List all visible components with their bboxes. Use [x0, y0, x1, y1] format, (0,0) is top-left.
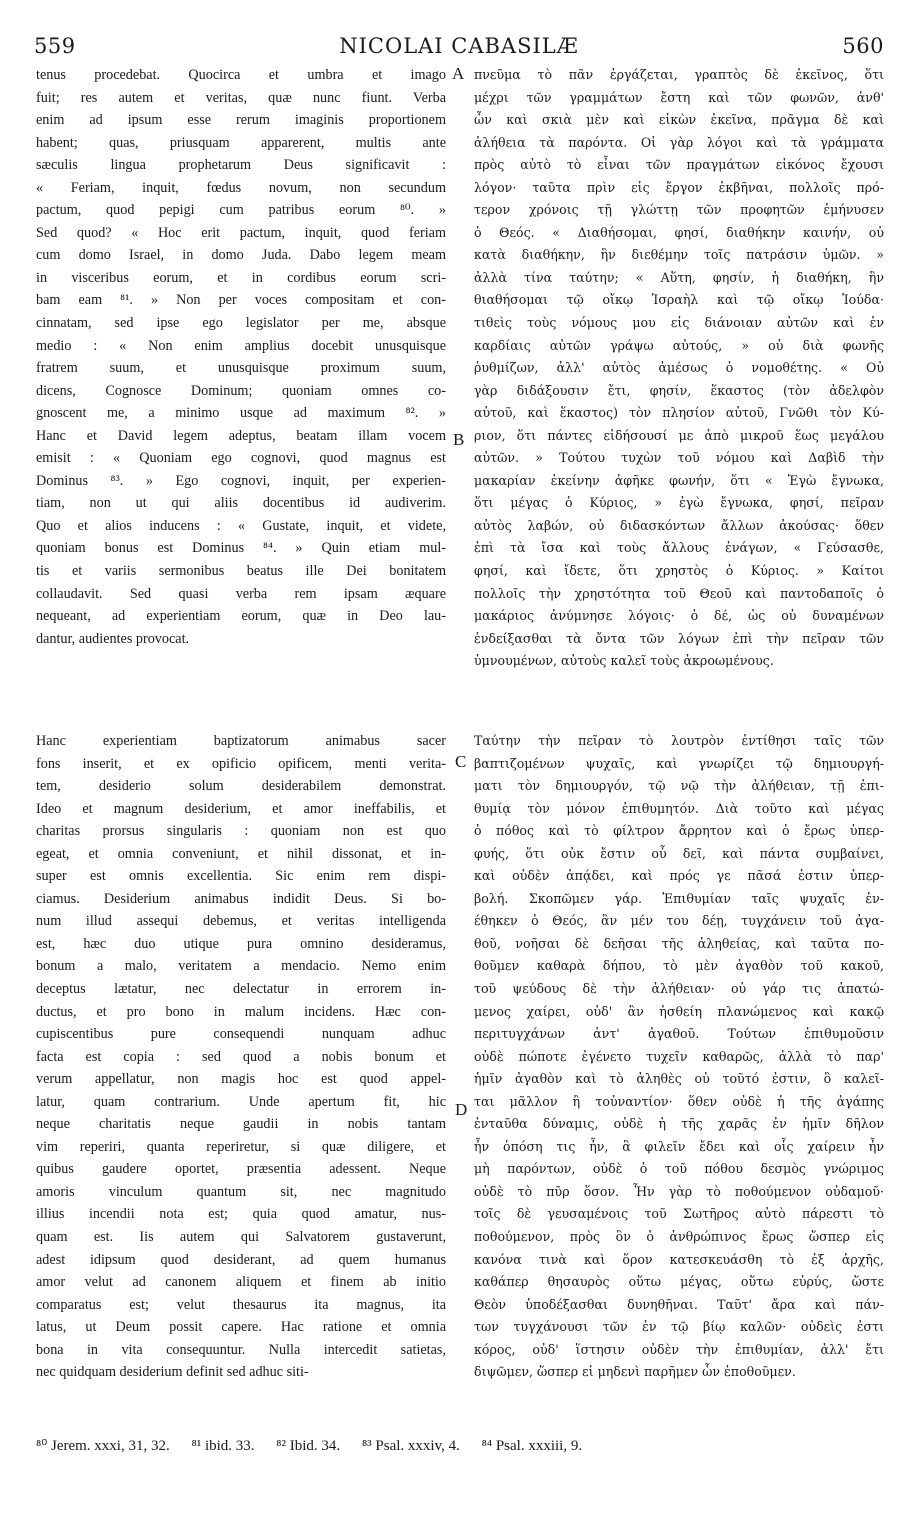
- running-title: NICOLAI CABASILÆ: [339, 34, 579, 58]
- text-line: ἐπὶ τὰ ἴσα καὶ τοὺς ἄλλους ἐνάγων, « Γεύσασθε,: [474, 540, 884, 556]
- footnotes: [36, 1436, 886, 1455]
- text-line: adest idipsum quod desiderant, ad quem humanus: [36, 1251, 446, 1268]
- text-line: deceptus lætatur, nec delectatur in errorem in-: [36, 981, 446, 998]
- text-line: Hanc experientiam baptizatorum animabus sacer: [36, 733, 446, 749]
- text-line: ποθούμενον, πρὸς ὃν ὁ ἀνθρώπινος ἔρως ὥσπερ εἰς: [474, 1229, 884, 1245]
- text-line: collaudavit. Sed quasi verba rem ipsam æquare: [36, 585, 446, 602]
- text-line: Quo et alios inducens : « Gustate, inquit, et videte,: [36, 517, 446, 534]
- text-line: καὶ οὐδὲν ἀπᾴδει, καὶ πρός γε πᾶσά ἐστιν ὑπερ-: [474, 868, 884, 884]
- text-line: αὐτοῦ, καὶ ἕκαστος) τὸν πλησίον αὐτοῦ, Γνῶθι τὸν Κύ-: [474, 405, 884, 421]
- text-line: fratrem suum, et unusquisque proximum suum,: [36, 360, 446, 377]
- text-line: οὐδὲ τὸ πῦρ ὅσον. Ἦν γὰρ τὸ ποθούμενον οὐδαμοῦ·: [474, 1183, 884, 1199]
- text-line: ὧν καὶ σκιὰ μὲν καὶ εἰκὼν ἐκεῖνα, πρᾶγμα δὲ καὶ: [474, 112, 884, 128]
- text-line: nequeant, ad experientiam eorum, quæ in Deo lau-: [36, 608, 446, 625]
- text-line: τοῦ ψεύδους δὲ τὴν ἀλήθειαν· οὐ γάρ τις ἀπατώ-: [474, 981, 884, 997]
- text-line: sæculis lingua prophetarum Deus significavit :: [36, 157, 446, 174]
- section-marker-a: A: [452, 64, 465, 83]
- text-line: cupiscentibus pure consequendi nunquam adhuc: [36, 1026, 446, 1043]
- latin-column-top: [36, 64, 446, 650]
- text-line: dantur, audientes provocat.: [36, 630, 190, 647]
- text-line: έθηκεν ὁ Θεός, ἂν μέν του δέῃ, τυγχάνειν τοῦ ἀγα-: [474, 913, 884, 929]
- text-line: tenus procedebat. Quocirca et umbra et imago: [36, 67, 446, 83]
- text-line: latur, quam contrarium. Unde apertum fit, hic: [36, 1093, 446, 1110]
- text-line: θιαθήσομαι τῷ οἴκῳ Ἰσραὴλ καὶ τῷ οἴκῳ Ἰούδα·: [474, 292, 884, 308]
- text-line: ὁ πόθος καὶ τὸ φίλτρον ἄρρητον καὶ ὁ ἔρως ὑπερ-: [474, 823, 884, 839]
- text-line: ciamus. Desiderium animabus indidit Deus. Si bo-: [36, 890, 446, 907]
- text-line: Ταύτην τὴν πεῖραν τὸ λουτρὸν ἐντίθησι ταῖς τῶν: [474, 733, 884, 748]
- text-line: verum appellatur, non magis hoc est quod appel-: [36, 1071, 446, 1088]
- text-line: μὴ παρόντων, οὐδὲ ὁ τοῦ πόθου δεσμὸς γνώριμος: [474, 1161, 884, 1177]
- text-line: φυής, ὅτι οὐκ ἔστιν οὗ δεῖ, καὶ πάντα συμβαίνει,: [474, 845, 884, 861]
- text-line: βολή. Σκοπῶμεν γάρ. Ἐπιθυμίαν ταῖς ψυχαῖς ἐν-: [474, 890, 884, 906]
- footnote: ⁸⁴ Psal. xxxiii, 9.: [481, 1438, 583, 1454]
- text-line: vim reperiri, quanta reperiretur, si quæ diligere, et: [36, 1138, 446, 1155]
- text-line: est, hæc duo utique pura omnino desideramus,: [36, 935, 446, 952]
- text-line: τοῖς δὲ γευσαμένοις τοῦ Σωτῆρος αὐτὸ πάρεστι τὸ: [474, 1206, 884, 1222]
- text-line: ductus, et pro bono in malum incidens. Hæc con-: [36, 1003, 446, 1020]
- text-line: ριον, ὅτι πάντες εἰδήσουσί με ἀπὸ μικροῦ ἕως μεγάλου: [474, 427, 884, 443]
- text-line: ἀλήθεια τὰ παρόντα. Οἱ γὰρ λόγοι καὶ τὰ γράμματα: [474, 134, 884, 150]
- text-line: πνεῦμα τὸ πᾶν ἐργάζεται, γραπτὸς δὲ ἐκεῖνος, ὅτι: [474, 67, 884, 82]
- text-line: θοῦ, νοῆσαι δὲ δεῆσαι τῆς ἀληθείας, καὶ ταῦτα πο-: [474, 935, 884, 951]
- text-line: των τυγχάνουσι τῶν ἐν τῷ βίῳ καλῶν· οὐδεὶς ἐστι: [474, 1319, 884, 1335]
- text-line: super est omnis excellentia. Sic enim rem dispi-: [36, 868, 446, 885]
- text-line: enim ad ipsum esse rerum imaginis proportionem: [36, 112, 446, 129]
- text-line: charitas prorsus singularis : quoniam non est quo: [36, 823, 446, 840]
- text-line: facta est copia : sed quod a nobis bonum et: [36, 1048, 446, 1065]
- text-line: ματι τὸν δημιουργόν, τῷ νῷ τὴν ἀλήθειαν, τῇ ἐπι-: [474, 778, 884, 794]
- text-line: Θεὸν ὑποδέξασθαι δυνηθῆναι. Ταῦτ' ἄρα καὶ πάν-: [474, 1296, 884, 1312]
- text-line: quibus gaudere oportet, præsentia adessent. Neque: [36, 1161, 446, 1178]
- text-line: αὐτῶν. » Τούτου τυχὼν τοῦ νόμου καὶ Δαβὶδ τὴν: [474, 450, 884, 466]
- text-line: κατὰ διαθήκην, ἣν διεθέμην τοῖς πατράσιν ὑμῶν. »: [474, 247, 884, 263]
- text-line: πολλοῖς τὴν χρηστότητα τοῦ Θεοῦ καὶ παντοδαποῖς ὁ: [474, 585, 884, 601]
- text-line: καθάπερ θησαυρὸς οὕτω μέγας, οὕτω εὐρύς, ὥστε: [474, 1274, 884, 1290]
- text-line: οὐδὲ πώποτε ἐγένετο τυχεῖν καθαρῶς, ἀλλὰ τὸ παρ': [474, 1048, 884, 1064]
- text-line: bonum a malo, veritatem a mendacio. Nemo enim: [36, 958, 446, 975]
- text-line: dicens, Cognosce Dominum; quoniam omnes co-: [36, 382, 446, 399]
- text-line: κόρος, οὐδ' ἵστησιν οὐδὲν τὴν ἐπιθυμίαν, ἀλλ' ἔτι: [474, 1341, 884, 1357]
- text-line: fuit; res autem et veritas, quæ nunc fiunt. Verba: [36, 89, 446, 106]
- page-header: [34, 34, 884, 62]
- text-line: γὰρ διδάξουσιν ἔτι, φησίν, ἕκαστος (τὸν ἀδελφὸν: [474, 382, 884, 398]
- text-line: num illud assequi debemus, et veritas intelligenda: [36, 913, 446, 930]
- text-line: ὁ Θεός. « Διαθήσομαι, φησί, διαθήκην καινήν, οὐ: [474, 224, 884, 240]
- text-line: κανόνα τινὰ καὶ ὅρον κατεσκευάσθη τὸ ἐξ ἀρχῆς,: [474, 1251, 884, 1267]
- text-line: περιτυγχάνων ἀντ' ἀγαθοῦ. Τούτων ἐπιθυμοῦσιν: [474, 1026, 884, 1042]
- text-line: in visceribus eorum, et in cordibus eorum scri-: [36, 269, 446, 286]
- page-number-left: 559: [34, 34, 76, 58]
- text-line: gnoscent me, a minimo usque ad maximum ⁸². »: [36, 405, 446, 422]
- text-line: ται μᾶλλον ἢ τοὐναντίον· ὅθεν οὐδὲ ἡ τῆς ἀγάπης: [474, 1093, 884, 1109]
- section-marker-c: C: [455, 752, 467, 771]
- text-line: neque charitatis neque gaudii in nobis tantam: [36, 1116, 446, 1133]
- section-marker-b: B: [453, 430, 465, 449]
- text-line: bona in vita consequuntur. Nulla intercedit satietas,: [36, 1341, 446, 1358]
- text-line: ἐνδείξασθαι τὰ ὄντα τῶν λόγων ἐπὶ τὴν πεῖραν τῶν: [474, 630, 884, 646]
- text-line: nec quidquam desiderium definit sed adhuc siti-: [36, 1364, 309, 1381]
- text-line: τιθεὶς τοὺς νόμους μου εἰς διάνοιαν αὐτῶν καὶ ἐν: [474, 315, 884, 331]
- text-line: αὐτὸς λαβών, οὐ διδασκόντων ἄλλων ἀκούσας· ὅθεν: [474, 517, 884, 533]
- text-line: θοῦμεν καθαρὰ δήπου, τὸ μὲν ἀγαθὸν τοῦ κακοῦ,: [474, 958, 884, 974]
- text-line: Ideo et magnum desiderium, et amor ineffabilis, et: [36, 800, 446, 817]
- text-line: ῥυθμίζων, ἀλλ' αὐτὸς ἀμέσως ὁ νομοθέτης. « Οὐ: [474, 360, 884, 376]
- text-line: Dominus ⁸³. » Ego cognovi, inquit, per experien-: [36, 472, 446, 489]
- text-line: πρὸς αὐτὸ τὸ εἶναι τῶν πραγμάτων εἰκόνος ἔχουσι: [474, 157, 884, 173]
- text-line: « Feriam, inquit, fœdus novum, non secundum: [36, 179, 446, 196]
- text-line: μέχρι τῶν γραμμάτων ἔστη καὶ τῶν φωνῶν, ἀνθ': [474, 89, 884, 105]
- footnote: ⁸⁰ Jerem. xxxi, 31, 32.: [36, 1438, 170, 1454]
- text-line: βαπτιζομένων ψυχαῖς, καὶ γνωρίζει τῷ δημιουργή-: [474, 755, 884, 771]
- greek-column-top: [474, 64, 884, 673]
- text-line: ὅτι μέγας ὁ Κύριος, » ἐγὼ ἔγνωκα, φησί, πεῖραν: [474, 495, 884, 511]
- text-line: latus, ut Deum possit capere. Hac ratione et omnia: [36, 1319, 446, 1336]
- text-line: θυμίᾳ τὸν μόνον ἐπιθυμητόν. Διὰ τοῦτο καὶ μέγας: [474, 800, 884, 816]
- text-line: μενος χαίρει, οὐδ' ἂν ἡσθείη πλανώμενος καὶ κακῷ: [474, 1003, 884, 1019]
- text-line: μακάριος ἀνύμνησε λόγοις· ὁ δέ, ὡς οὐ δυναμένων: [474, 608, 884, 624]
- text-line: διψῶμεν, ὥσπερ εἰ μηδενὶ παρῆμεν ὧν ἐποθοῦμεν.: [474, 1364, 796, 1380]
- text-line: egeat, et omnia conveniunt, et nihil dissonat, et in-: [36, 845, 446, 862]
- text-line: ἦν ὁπόση τις ἦν, ἃ φιλεῖν ἔδει καὶ οἷς χαίρειν ἦν: [474, 1138, 884, 1154]
- text-line: cum domo Israel, in domo Juda. Dabo legem meam: [36, 247, 446, 264]
- text-line: ἀλλὰ τίνα ταύτην; « Αὕτη, φησίν, ἡ διαθήκη, ἣν: [474, 269, 884, 285]
- text-line: fons inserit, et ex opificio opificem, menti verita-: [36, 755, 446, 772]
- text-line: habent; quas, priusquam apparerent, multis ante: [36, 134, 446, 151]
- text-line: μακαρίαν ἐκείνην ἀφῆκε φωνήν, ὅτι « Ἐγὼ ἔγνωκα,: [474, 472, 884, 488]
- text-line: quam est. Iis autem qui Salvatorem gustaverunt,: [36, 1229, 446, 1246]
- footnote: ⁸³ Psal. xxxiv, 4.: [361, 1438, 460, 1454]
- text-line: τερον χρόνοις τῇ γλώττῃ τῶν προφητῶν ἐμήνυσεν: [474, 202, 884, 218]
- section-marker-d: D: [455, 1100, 468, 1119]
- text-line: amoris vinculum quantum sit, nec magnitudo: [36, 1183, 446, 1200]
- text-line: comparatus est; velut thesaurus ita magnus, ita: [36, 1296, 446, 1313]
- text-line: tis et variis sermonibus beatus ille Dei bonitatem: [36, 563, 446, 580]
- text-line: tem, desiderio solum desiderabilem demonstrat.: [36, 778, 446, 795]
- text-line: φησί, καὶ ἴδετε, ὅτι χρηστὸς ὁ Κύριος. » Καίτοι: [474, 563, 884, 579]
- text-line: λόγον· ταῦτα πρὶν εἰς ἔργον ἐκβῆναι, πολλοῖς πρό-: [474, 179, 884, 195]
- greek-column-bottom: [474, 730, 884, 1384]
- text-line: ἡμῖν ἀγαθὸν καὶ τὸ ἀληθὲς οὐ τοῦτό ἐστιν, ὃ καλεῖ-: [474, 1071, 884, 1087]
- text-line: cinnatam, sed ipse ego legislator per me, absque: [36, 315, 446, 332]
- footnote: ⁸² Ibid. 34.: [276, 1438, 341, 1454]
- text-line: pactum, quod pepigi cum patribus eorum ⁸⁰. »: [36, 202, 446, 219]
- text-line: ἐνταῦθα δύναμις, οὐδὲ ἡ τῆς χαρᾶς ἐν ἡμῖν δῆλον: [474, 1116, 884, 1132]
- latin-column-bottom: [36, 730, 446, 1384]
- text-line: medio : « Non enim amplius docebit unusquisque: [36, 337, 446, 354]
- text-line: Sed quod? « Hoc erit pactum, inquit, quod feriam: [36, 224, 446, 241]
- text-line: Hanc et David legem adeptus, beatam illam vocem: [36, 427, 446, 444]
- text-line: quoniam bonus est Dominus ⁸⁴. » Quin etiam mul-: [36, 540, 446, 557]
- page-number-right: 560: [842, 34, 884, 58]
- text-line: ὑμνουμένων, αὐτοὺς καλεῖ τοὺς ἀκροωμένους.: [474, 653, 774, 669]
- text-line: amor velut ad canonem aliquem et finem ab initio: [36, 1274, 446, 1291]
- text-line: καρδίαις αὐτῶν γράψω αὐτούς, » οὐ διὰ φωνῆς: [474, 337, 884, 353]
- text-line: tiam, non ut qui aliis docentibus id audiverim.: [36, 495, 446, 512]
- text-line: emisit : « Quoniam ego cognovi, quod magnus est: [36, 450, 446, 467]
- footnote: ⁸¹ ibid. 33.: [191, 1438, 255, 1454]
- text-line: bam eam ⁸¹. » Non per voces compositam et con-: [36, 292, 446, 309]
- text-line: illius incendii nota est; quia quod amatur, nus-: [36, 1206, 446, 1223]
